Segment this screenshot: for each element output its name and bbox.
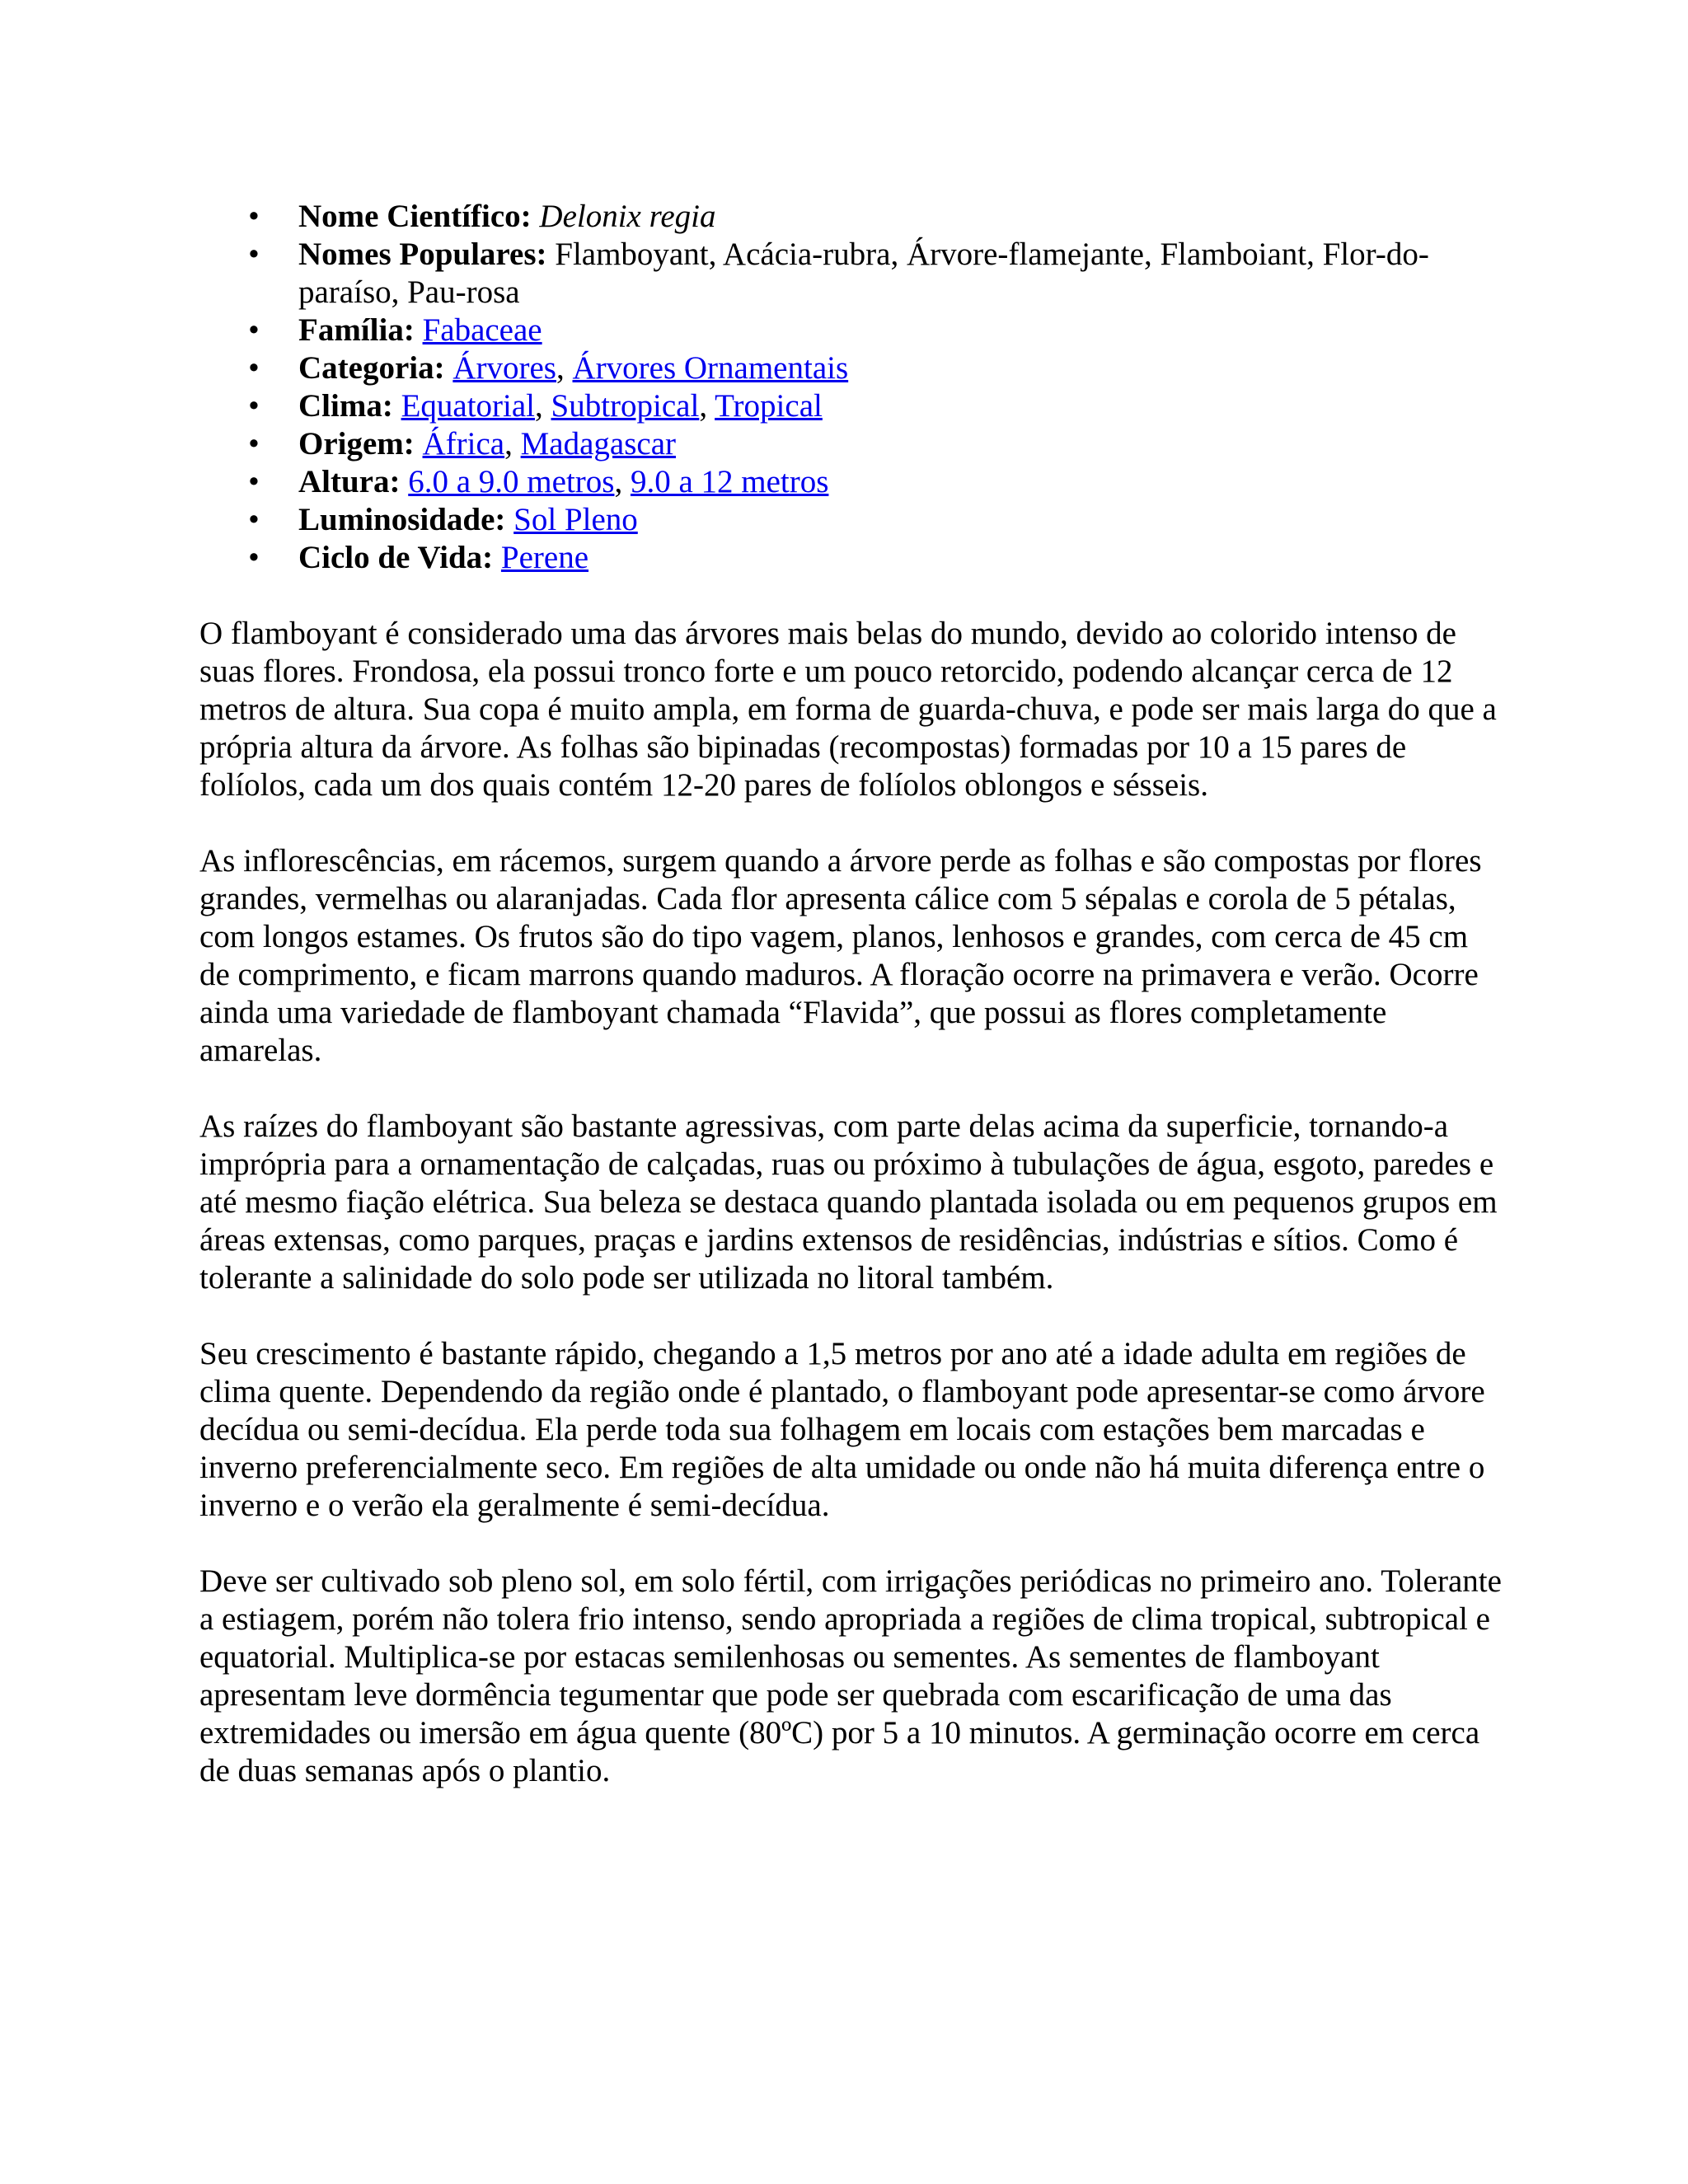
scientific-name-value: Delonix regia bbox=[539, 199, 716, 234]
bullet-icon: • bbox=[248, 199, 260, 234]
popular-names-value: Flamboyant, Acácia-rubra, Árvore-flamejante, Flamboiant, Flor-do-paraíso, Pau-rosa bbox=[298, 237, 1429, 310]
link-family-fabaceae[interactable]: Fabaceae bbox=[422, 312, 542, 348]
height-label: Altura: bbox=[298, 464, 401, 499]
list-item-origin bbox=[199, 425, 1502, 463]
link-height-9-12[interactable]: 9.0 a 12 metros bbox=[630, 464, 829, 499]
light-label: Luminosidade: bbox=[298, 502, 506, 537]
paragraph-description: O flamboyant é considerado uma das árvores mais belas do mundo, devido ao colorido intenso de suas flores. Frondosa, ela possui tronco forte e um pouco retorcido, podendo alcançar cerca de 12 metros de altura. Sua copa é muito ampla, em forma de guarda-chuva, e pode ser mais larga do que a própria altura da árvore. As folhas são bipinadas (recompostas) formadas por 10 a 15 pares de folíolos, cada um dos quais contém 12-20 pares de folíolos oblongos e sésseis. bbox=[199, 616, 1497, 803]
link-category-arvores-ornamentais[interactable]: Árvores Ornamentais bbox=[572, 350, 849, 386]
list-item-climate bbox=[199, 387, 1502, 425]
list-item-scientific-name bbox=[199, 198, 1502, 236]
bullet-icon: • bbox=[248, 237, 260, 272]
bullet-icon: • bbox=[248, 350, 260, 386]
separator: , bbox=[535, 388, 551, 424]
separator: , bbox=[699, 388, 715, 424]
plant-facts-list bbox=[199, 198, 1502, 577]
list-item-popular-names bbox=[199, 236, 1502, 312]
link-climate-tropical[interactable]: Tropical bbox=[715, 388, 823, 424]
list-item-light bbox=[199, 501, 1502, 539]
separator: , bbox=[556, 350, 573, 386]
paragraph-growth: Seu crescimento é bastante rápido, chegando a 1,5 metros por ano até a idade adulta em regiões de clima quente. Dependendo da região onde é plantado, o flamboyant pode apresentar-se como árvore decídua ou semi-decídua. Ela perde toda sua folhagem em locais com estações bem marcadas e inverno preferencialmente seco. Em regiões de alta umidade ou onde não há muita diferença entre o inverno e o verão ela geralmente é semi-decídua. bbox=[199, 1336, 1485, 1523]
link-category-arvores[interactable]: Árvores bbox=[452, 350, 556, 386]
paragraph-inflorescence: As inflorescências, em rácemos, surgem quando a árvore perde as folhas e são compostas por flores grandes, vermelhas ou alaranjadas. Cada flor apresenta cálice com 5 sépalas e corola de 5 pétalas, com longos estames. Os frutos são do tipo vagem, planos, lenhosos e grandes, com cerca de 45 cm de comprimento, e ficam marrons quando maduros. A floração ocorre na primavera e verão. Ocorre ainda uma variedade de flamboyant chamada “Flavida”, que possui as flores completamente amarelas. bbox=[199, 843, 1482, 1068]
bullet-icon: • bbox=[248, 388, 260, 424]
bullet-icon: • bbox=[248, 464, 260, 499]
paragraph-cultivation: Deve ser cultivado sob pleno sol, em solo fértil, com irrigações periódicas no primeiro ano. Tolerante a estiagem, porém não tolera frio intenso, sendo apropriada a regiões de clima tropical, subtropical e equatorial. Multiplica-se por estacas semilenhosas ou sementes. As sementes de flamboyant apresentam leve dormência tegumentar que pode ser quebrada com escarificação de uma das extremidades ou imersão em água quente (80ºC) por 5 a 10 minutos. A germinação ocorre em cerca de duas semanas após o plantio. bbox=[199, 1563, 1502, 1788]
link-life-cycle-perene[interactable]: Perene bbox=[500, 540, 589, 575]
paragraph-roots: As raízes do flamboyant são bastante agressivas, com parte delas acima da superficie, tornando-a imprópria para a ornamentação de calçadas, ruas ou próximo à tubulações de água, esgoto, paredes e até mesmo fiação elétrica. Sua beleza se destaca quando plantada isolada ou em pequenos grupos em áreas extensas, como parques, praças e jardins extensos de residências, indústrias e sítios. Como é tolerante a salinidade do solo pode ser utilizada no litoral também. bbox=[199, 1108, 1498, 1296]
bullet-icon: • bbox=[248, 502, 260, 537]
origin-label: Origem: bbox=[298, 426, 415, 462]
scientific-name-label: Nome Científico: bbox=[298, 199, 532, 234]
document-page bbox=[199, 198, 1502, 1828]
link-light-sol-pleno[interactable]: Sol Pleno bbox=[513, 502, 638, 537]
link-height-6-9[interactable]: 6.0 a 9.0 metros bbox=[408, 464, 615, 499]
family-label: Família: bbox=[298, 312, 415, 348]
link-origin-madagascar[interactable]: Madagascar bbox=[520, 426, 677, 462]
bullet-icon: • bbox=[248, 540, 260, 575]
link-origin-africa[interactable]: África bbox=[422, 426, 505, 462]
life-cycle-label: Ciclo de Vida: bbox=[298, 540, 494, 575]
climate-label: Clima: bbox=[298, 388, 393, 424]
category-label: Categoria: bbox=[298, 350, 445, 386]
list-item-height bbox=[199, 463, 1502, 501]
separator: , bbox=[614, 464, 631, 499]
link-climate-subtropical[interactable]: Subtropical bbox=[551, 388, 700, 424]
list-item-life-cycle bbox=[199, 539, 1502, 577]
bullet-icon: • bbox=[248, 312, 260, 348]
list-item-category bbox=[199, 349, 1502, 387]
separator: , bbox=[504, 426, 521, 462]
popular-names-label: Nomes Populares: bbox=[298, 237, 547, 272]
bullet-icon: • bbox=[248, 426, 260, 462]
list-item-family bbox=[199, 312, 1502, 349]
link-climate-equatorial[interactable]: Equatorial bbox=[401, 388, 535, 424]
